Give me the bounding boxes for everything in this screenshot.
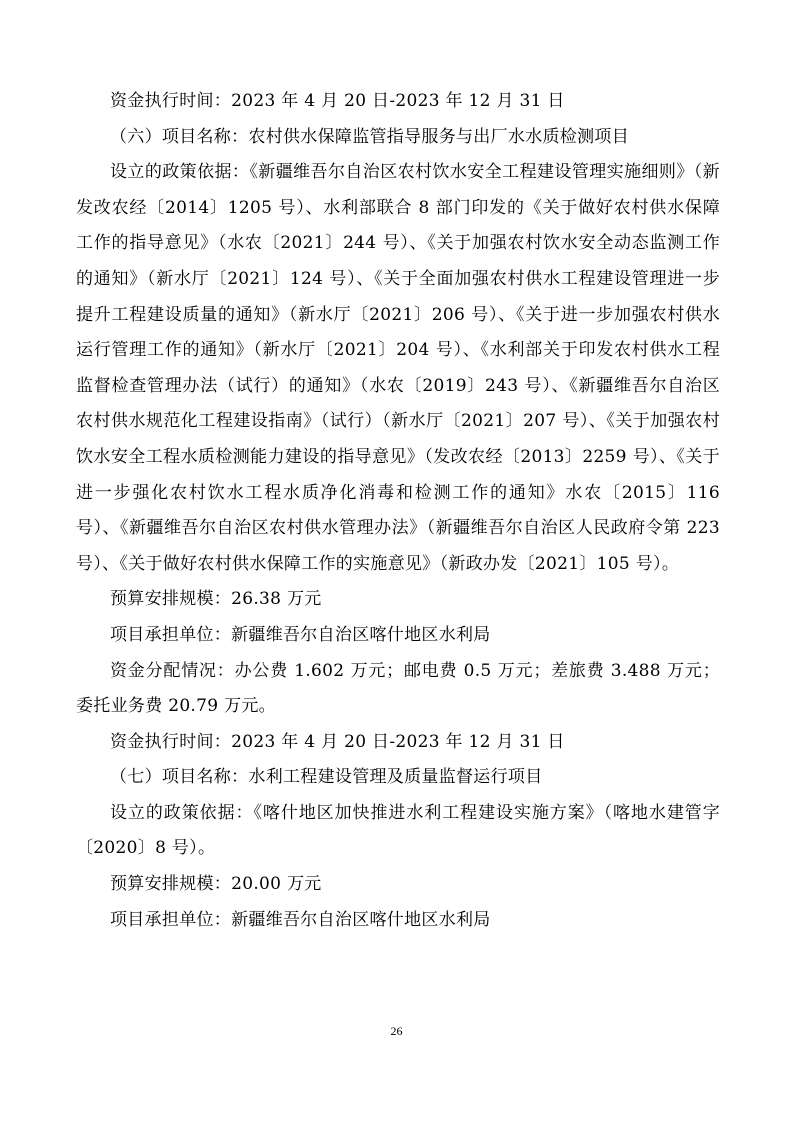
- budget-scale-7: 预算安排规模：20.00 万元: [110, 874, 322, 895]
- fund-allocation-6: 资金分配情况：办公费 1.602 万元；邮电费 0.5 万元；差旅费 3.488 万元；委托业务费 20.79 万元。: [76, 660, 720, 717]
- policy-basis-7: 设立的政策依据：《喀什地区加快推进水利工程建设实施方案》（喀地水建管字〔2020〕8 号）。: [76, 802, 720, 859]
- execution-period-6b: 资金执行时间：2023 年 4 月 20 日-2023 年 12 月 31 日: [110, 731, 565, 752]
- policy-basis-6: 设立的政策依据：《新疆维吾尔自治区农村饮水安全工程建设管理实施细则》（新发改农经〔2014〕1205 号）、水利部联合 8 部门印发的《关于做好农村供水保障工作的指导意见》（水农〔2021〕244 号）、《关于加强农村饮水安全动态监测工作的通知》（新水厅〔2021〕124 号）、《关于全面加强农村供水工程建设管理进一步提升工程建设质量的通知》（新水厅〔2021〕206 号）、《关于进一步加强农村供水运行管理工作的通知》（新水厅〔2021〕204 号）、《水利部关于印发农村供水工程监督检查管理办法（试行）的通知》（水农〔2019〕243 号）、《新疆维吾尔自治区农村供水规范化工程建设指南》（试行）（新水厅〔2021〕207 号）、《关于加强农村饮水安全工程水质检测能力建设的指导意见》（发改农经〔2013〕2259 号）、《关于进一步强化农村饮水工程水质净化消毒和检测工作的通知》水农〔2015〕116 号）、《新疆维吾尔自治区农村供水管理办法》（新疆维吾尔自治区人民政府令第 223 号）、《关于做好农村供水保障工作的实施意见》（新政办发〔2021〕105 号）。: [76, 162, 720, 574]
- budget-scale-6: 预算安排规模：26.38 万元: [110, 589, 322, 610]
- responsible-unit-7: 项目承担单位：新疆维吾尔自治区喀什地区水利局: [110, 909, 491, 930]
- project-title-6: （六）项目名称：农村供水保障监管指导服务与出厂水水质检测项目: [110, 126, 629, 147]
- project-title-7: （七）项目名称：水利工程建设管理及质量监督运行项目: [110, 767, 543, 788]
- responsible-unit-6: 项目承担单位：新疆维吾尔自治区喀什地区水利局: [110, 624, 491, 645]
- document-body: [76, 84, 720, 938]
- page-number: 26: [390, 1024, 403, 1038]
- execution-period-6: 资金执行时间：2023 年 4 月 20 日-2023 年 12 月 31 日: [110, 91, 565, 111]
